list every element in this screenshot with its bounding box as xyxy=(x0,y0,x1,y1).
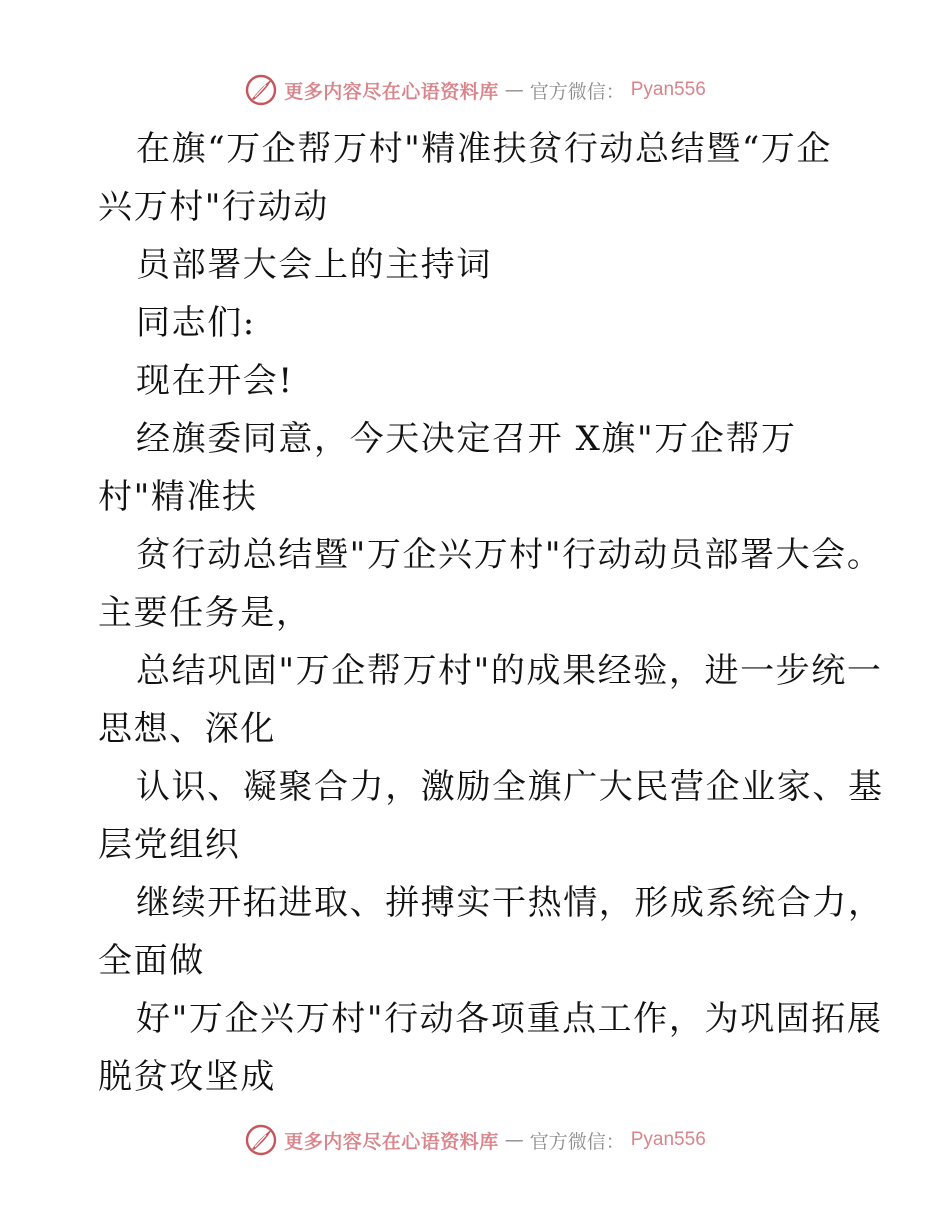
watermark-footer xyxy=(0,1120,950,1160)
watermark-sub-text: 官方微信： xyxy=(529,80,625,103)
text-line: 经旗委同意，今天决定召开 X旗"万企帮万 xyxy=(136,419,797,459)
document-body xyxy=(98,120,884,1106)
watermark-dash: — xyxy=(504,79,524,101)
quill-logo-icon xyxy=(244,73,278,107)
text-line: 兴万村"行动动 xyxy=(98,187,329,227)
text-line: 同志们: xyxy=(136,303,256,343)
watermark-sub-text: 官方微信： xyxy=(529,1130,625,1153)
text-line: 员部署大会上的主持词 xyxy=(136,245,492,285)
text-line: 现在开会! xyxy=(136,361,294,401)
watermark-dash: — xyxy=(504,1129,524,1151)
text-line: 贫行动总结暨"万企兴万村"行动动员部署大会。 xyxy=(136,535,883,575)
text-line: 脱贫攻坚成 xyxy=(98,1057,276,1097)
watermark-main-text: 更多内容尽在心语资料库 xyxy=(284,80,499,103)
text-line: 继续开拓进取、拼搏实干热情，形成系统合力， xyxy=(136,883,884,923)
watermark-header xyxy=(0,70,950,110)
text-line: 全面做 xyxy=(98,941,205,981)
text-line: 总结巩固"万企帮万村"的成果经验，进一步统一 xyxy=(136,651,883,691)
text-line: 认识、凝聚合力，激励全旗广大民营企业家、基 xyxy=(136,767,884,807)
watermark-id-text: Pyan556 xyxy=(630,79,706,100)
watermark-main-text: 更多内容尽在心语资料库 xyxy=(284,1130,499,1153)
text-line: 村"精准扶 xyxy=(98,477,258,517)
text-line: 在旗“万企帮万村"精准扶贫行动总结暨“万企 xyxy=(136,129,833,169)
quill-logo-icon xyxy=(244,1123,278,1157)
text-line: 层党组织 xyxy=(98,825,241,865)
text-line: 主要任务是， xyxy=(98,593,312,633)
text-line: 思想、深化 xyxy=(98,709,276,749)
text-line: 好"万企兴万村"行动各项重点工作，为巩固拓展 xyxy=(136,999,883,1039)
watermark-id-text: Pyan556 xyxy=(630,1129,706,1150)
